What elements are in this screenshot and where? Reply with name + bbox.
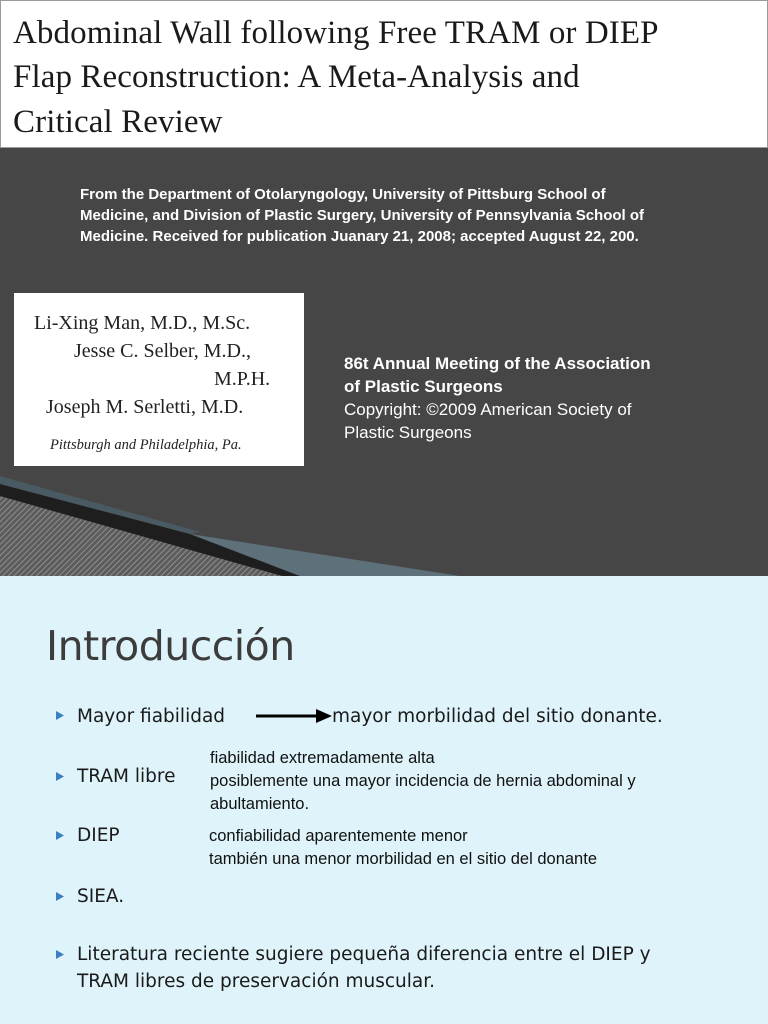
bullet-5-line-1: Literatura reciente sugiere pequeña diferencia entre el DIEP y xyxy=(77,944,651,965)
bullet-1-label: Mayor fiabilidad xyxy=(77,706,226,727)
triangle-bullet-icon xyxy=(56,950,66,960)
triangle-bullet-icon xyxy=(56,711,66,721)
author-1: Li-Xing Man, M.D., M.Sc. xyxy=(34,312,251,334)
author-3: Joseph M. Serletti, M.D. xyxy=(46,396,244,418)
bullet-3-label: DIEP xyxy=(77,825,120,846)
affiliation-line-3: Medicine. Received for publication Juanary 21, 2008; accepted August 22, 200. xyxy=(80,228,639,245)
author-box xyxy=(14,293,304,466)
copyright-line-2: Plastic Surgeons xyxy=(344,423,472,442)
bullet-2-note-3: abultamiento. xyxy=(210,795,310,813)
author-2: Jesse C. Selber, M.D., xyxy=(74,340,251,362)
bullet-3-note-1: confiabilidad aparentemente menor xyxy=(209,827,468,845)
bullet-4-label: SIEA. xyxy=(77,886,125,907)
affiliation-line-2: Medicine, and Division of Plastic Surgery, University of Pennsylvania School of xyxy=(80,207,645,224)
bullet-2-note-1: fiabilidad extremadamente alta xyxy=(210,749,435,767)
title-box xyxy=(0,0,768,148)
affiliation-line-1: From the Department of Otolaryngology, University of Pittsburg School of xyxy=(80,186,606,203)
copyright-line-1: Copyright: ©2009 American Society of xyxy=(344,400,632,419)
triangle-bullet-icon xyxy=(56,831,66,841)
bullet-2-label: TRAM libre xyxy=(77,766,176,787)
slide-title: Introducción xyxy=(46,622,295,670)
triangle-bullet-icon xyxy=(56,772,66,782)
triangle-bullet-icon xyxy=(56,892,66,902)
meeting-line-2: of Plastic Surgeons xyxy=(344,377,503,396)
meeting-line-1: 86t Annual Meeting of the Association xyxy=(344,354,651,373)
title-line-1: Abdominal Wall following Free TRAM or DIEP xyxy=(13,15,659,51)
author-location: Pittsburgh and Philadelphia, Pa. xyxy=(50,437,242,453)
bullet-1-consequence: mayor morbilidad del sitio donante. xyxy=(332,706,663,727)
decorative-stripe xyxy=(0,476,768,576)
bullet-2-note-2: posiblemente una mayor incidencia de hernia abdominal y xyxy=(210,772,636,790)
bullet-5-line-2: TRAM libres de preservación muscular. xyxy=(77,971,436,992)
title-line-2: Flap Reconstruction: A Meta-Analysis and xyxy=(13,59,580,95)
slide-2 xyxy=(0,576,768,1024)
title-line-3: Critical Review xyxy=(13,104,223,140)
right-arrow-icon xyxy=(256,709,332,723)
bullet-3-note-2: también una menor morbilidad en el sitio del donante xyxy=(209,850,597,868)
author-2-degree: M.P.H. xyxy=(214,368,271,390)
